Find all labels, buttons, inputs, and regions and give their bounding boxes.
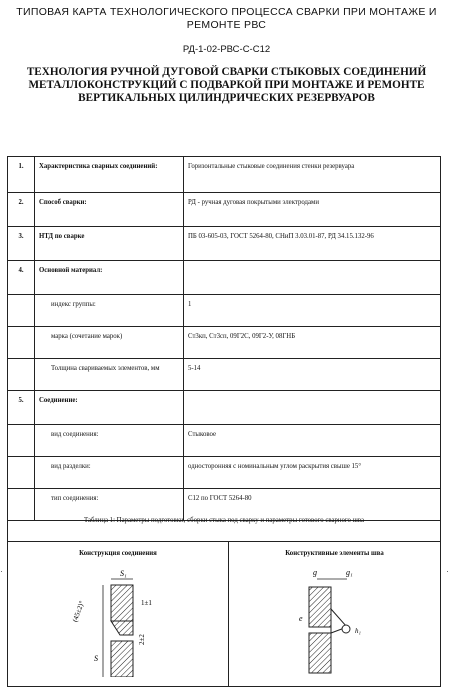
row-number: 3. xyxy=(8,227,35,261)
weld-elements-drawing xyxy=(229,557,440,677)
bevel-edge xyxy=(111,621,133,635)
row-label: вид соединения: xyxy=(35,425,184,457)
g-label: g xyxy=(313,568,317,577)
s-label: S xyxy=(94,654,98,663)
table-row xyxy=(8,157,441,193)
row-value: 5-14 xyxy=(184,359,441,391)
weld-elements-panel xyxy=(228,541,441,687)
row-label: тип соединения: xyxy=(35,489,184,521)
main-title: ТЕХНОЛОГИЯ РУЧНОЙ ДУГОВОЙ СВАРКИ СТЫКОВЫХ СОЕДИНЕНИЙ МЕТАЛЛОКОНСТРУКЦИЙ С ПОДВАРКОЙ ПРИ МОНТАЖЕ И РЕМОНТЕ ВЕРТИКАЛЬНЫХ ЦИЛИНДРИЧЕСКИХ РЕЗЕРВУАРОВ xyxy=(26,66,427,104)
row-value: Горизонтальные стыковые соединения стенки резервуара xyxy=(184,157,441,193)
g1-label: g₁ xyxy=(346,568,353,577)
table-row xyxy=(8,359,441,391)
panel-title: Конструкция соединения xyxy=(79,550,157,557)
row-number: 5. xyxy=(8,391,35,425)
joint-design-drawing xyxy=(8,557,228,677)
row-number: 2. xyxy=(8,193,35,227)
separator-dots: · xyxy=(446,566,449,576)
row-label: Соединение: xyxy=(35,391,184,425)
row-number: 4. xyxy=(8,261,35,295)
row-number xyxy=(8,295,35,327)
weld-characteristics-table xyxy=(7,156,441,521)
upper-plate xyxy=(309,587,331,627)
panel-title: Конструктивные элементы шва xyxy=(285,550,384,557)
table-row xyxy=(8,327,441,359)
row-value: Ст3кп, Ст3сп, 09Г2С, 09Г2-У, 08ГНБ xyxy=(184,327,441,359)
table-row xyxy=(8,193,441,227)
row-label: НТД по сварке xyxy=(35,227,184,261)
angle-label: (45±2)° xyxy=(70,599,86,624)
row-label: Характеристика сварных соединений: xyxy=(35,157,184,193)
e-label: e xyxy=(299,614,303,623)
lower-plate xyxy=(309,633,331,673)
table-row xyxy=(8,391,441,425)
row-label: Толщина свариваемых элементов, мм xyxy=(35,359,184,391)
row-value xyxy=(184,391,441,425)
row-value: С12 по ГОСТ 5264-80 xyxy=(184,489,441,521)
h1-label: h₁ xyxy=(355,627,361,635)
table-row xyxy=(8,457,441,489)
row-value: РД - ручная дуговая покрытыми электродами xyxy=(184,193,441,227)
upper-plate xyxy=(111,585,133,621)
separator-dots: · xyxy=(0,566,3,576)
row-value: ПБ 03-605-03, ГОСТ 5264-80, СНиП 3.03.01-87, РД 34.15.132-96 xyxy=(184,227,441,261)
table-row xyxy=(8,227,441,261)
row-label: марка (сочетание марок) xyxy=(35,327,184,359)
lower-plate xyxy=(111,641,133,677)
table-row xyxy=(8,295,441,327)
s1-label: S₁ xyxy=(120,569,127,578)
row-value: Стыковое xyxy=(184,425,441,457)
row-number xyxy=(8,457,35,489)
row-number xyxy=(8,359,35,391)
table-caption: Таблица 1: Параметры подготовки, сборки стыка под сварку и параметры готового сварного шва xyxy=(7,511,441,541)
card-header: ТИПОВАЯ КАРТА ТЕХНОЛОГИЧЕСКОГО ПРОЦЕССА СВАРКИ ПРИ МОНТАЖЕ И РЕМОНТЕ РВС xyxy=(16,6,437,31)
row-value xyxy=(184,261,441,295)
row-label: вид разделки: xyxy=(35,457,184,489)
table-row xyxy=(8,261,441,295)
document-code: РД-1-02-РВС-С-С12 xyxy=(182,44,271,55)
joint-design-panel xyxy=(7,541,229,687)
row-label: Способ сварки: xyxy=(35,193,184,227)
row-number xyxy=(8,327,35,359)
row-value: 1 xyxy=(184,295,441,327)
table-row xyxy=(8,425,441,457)
row-label: Основной материал: xyxy=(35,261,184,295)
row-number xyxy=(8,425,35,457)
gap-label: 1±1 xyxy=(141,599,152,607)
root-weld xyxy=(342,625,350,633)
row-number: 1. xyxy=(8,157,35,193)
row-value: односторонняя с номинальным углом раскрытия свыше 15° xyxy=(184,457,441,489)
row-label: индекс группы: xyxy=(35,295,184,327)
dim-label: 2±2 xyxy=(138,634,146,645)
